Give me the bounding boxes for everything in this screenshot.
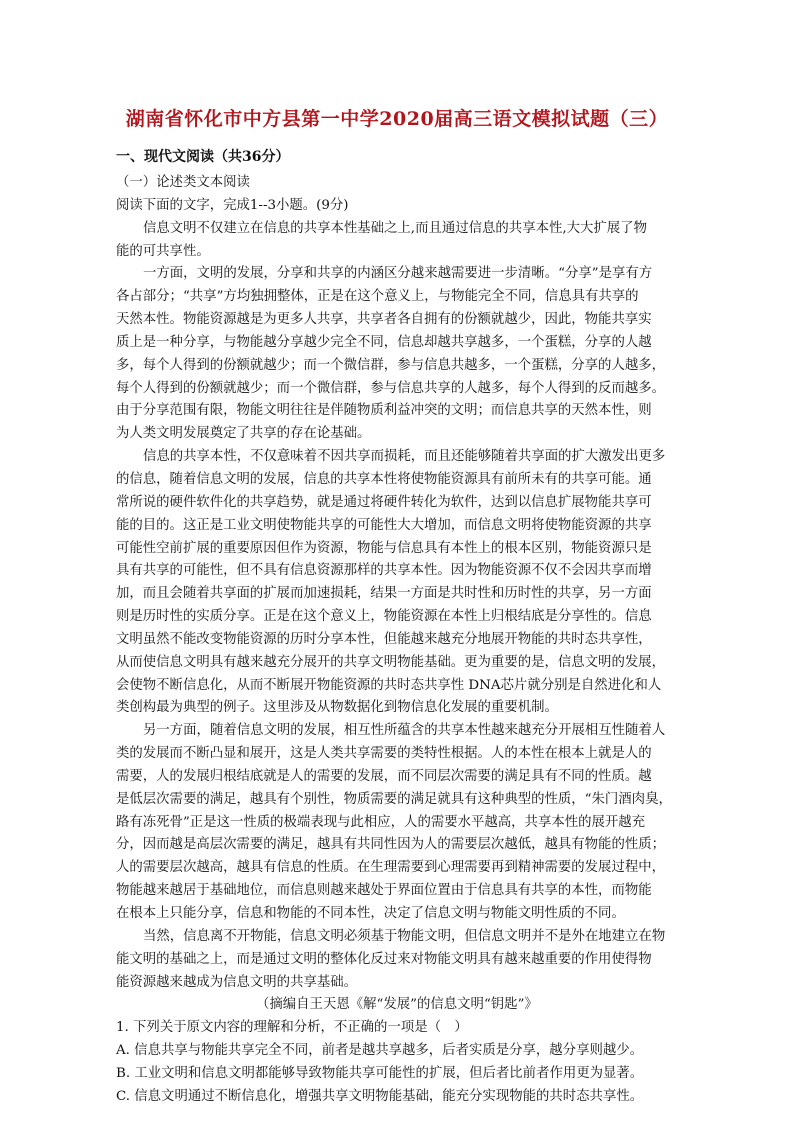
text-line: 加，而且会随着共享面的扩展而加速损耗，结果一方面是共时性和历时性的共享，另一方面	[116, 586, 652, 602]
text-line: 1. 下列关于原文内容的理解和分析，不正确的一项是（ ）	[116, 1020, 468, 1036]
text-line: C. 信息文明通过不断信息化，增强共享文明物能基础，能充分实现物能的共时态共享性。	[116, 1088, 644, 1104]
text-line: 的信息，随着信息文明的发展，信息的共享本性将使物能资源具有前所未有的共享可能。通	[116, 471, 652, 487]
text-line: 类创构最为典型的例子。这里涉及从物数据化到物信息化发展的重要机制。	[116, 700, 558, 716]
text-line: 会使物不断信息化，从而不断展开物能资源的共时态共享性 DNA芯片就分别是自然进化和人	[116, 677, 662, 693]
text-line: 一方面，文明的发展，分享和共享的内涵区分越来越需要进一步清晰。“分享”是享有方	[143, 266, 653, 282]
text-line: B. 工业文明和信息文明都能够导致物能共享可能性的扩展，但后者比前者作用更为显著。	[116, 1065, 644, 1081]
text-line: 可能性空前扩展的重要原因但作为资源，物能与信息具有本性上的根本区别，物能资源只是	[116, 540, 652, 556]
text-line: 物能越来越居于基础地位，而信息则越来越处于界面位置由于信息具有共享的本性，而物能	[116, 883, 652, 899]
text-line: 能文明的基础之上，而是通过文明的整体化反过来对物能文明具有越来越重要的作用使得物	[116, 951, 652, 967]
text-line: 质上是一种分享，与物能越分享越少完全不同，信息却越共享越多，一个蛋糕，分享的人越	[116, 334, 652, 350]
text-line: A. 信息共享与物能共享完全不同，前者是越共享越多，后者实质是分享，越分享则越少。	[116, 1043, 644, 1059]
text-line: 类的发展而不断凸显和展开，这是人类共享需要的类特性根据。人的本性在根本上就是人的	[116, 746, 652, 762]
text-line: 阅读下面的文字，完成1--3小题。(9分)	[116, 197, 349, 213]
text-line: 天然本性。物能资源越是为更多人共享，共享者各自拥有的份额就越少，因此，物能共享实	[116, 312, 652, 328]
text-line: 路有冻死骨”正是这一性质的极端表现与此相应，人的需要水平越高，共享本性的展开越充	[116, 814, 646, 830]
text-line: 能资源越来越成为信息文明的共享基础。	[116, 974, 358, 990]
text-line: 各占部分；“共享”方均独拥整体，正是在这个意义上，与物能完全不同，信息具有共享的	[116, 289, 639, 305]
text-line: 具有共享的可能性，但不具有信息资源那样的共享本性。因为物能资源不仅不会因共享而增	[116, 563, 652, 579]
text-line: 需要，人的发展归根结底就是人的需要的发展，而不同层次需要的满足具有不同的性质。越	[116, 768, 652, 784]
text-line: 常所说的硬件软件化的共享趋势，就是通过将硬件转化为软件，达到以信息扩展物能共享可	[116, 494, 652, 510]
document-title: 湖南省怀化市中方县第一中学2020届高三语文模拟试题（三）	[125, 108, 669, 130]
text-line: 每个人得到的份额就越少；而一个微信群，参与信息共享的人越多，每个人得到的反而越多。	[116, 380, 666, 396]
text-line: 由于分享范围有限，物能文明往往是伴随物质利益冲突的文明；而信息共享的天然本性，则	[116, 403, 652, 419]
text-line: 为人类文明发展奠定了共享的存在论基础。	[116, 426, 371, 442]
section-heading: 一、现代文阅读（共36分）	[116, 149, 290, 165]
text-line: 多，每个人得到的份额就越少；而一个微信群，参与信息共越多，一个蛋糕，分享的人越多，	[116, 357, 666, 373]
text-line: 则是历时性的实质分享。正是在这个意义上，物能资源在本性上归根结底是分享性的。信息	[116, 609, 652, 625]
text-line: 是低层次需要的满足，越具有个别性，物质需要的满足就具有这种典型的性质，“朱门酒肉臭，	[116, 791, 672, 807]
text-line: 信息文明不仅建立在信息的共享本性基础之上,而且通过信息的共享本性,大大扩展了物	[143, 220, 647, 236]
text-line: 能的目的。这正是工业文明使物能共享的可能性大大增加，而信息文明将使物能资源的共享	[116, 517, 652, 533]
text-line: 从而使信息文明具有越来越充分展开的共享文明物能基础。更为重要的是，信息文明的发展，	[116, 654, 666, 670]
text-line: 人的需要层次越高，越具有信息的性质。在生理需要到心理需要再到精神需要的发展过程中，	[116, 860, 666, 876]
text-line: 在根本上只能分享，信息和物能的不同本性，决定了信息文明与物能文明性质的不同。	[116, 906, 625, 921]
text-line: （一）论述类文本阅读	[116, 175, 250, 190]
document-body	[116, 172, 682, 1109]
text-line: 能的可共享性。	[116, 243, 210, 259]
text-line: 分，因而越是高层次需要的满足，越具有共同性因为人的需要层次越低，越具有物能的性质；	[116, 837, 666, 853]
text-line: 当然，信息离不开物能，信息文明必须基于物能文明，但信息文明并不是外在地建立在物	[143, 928, 666, 944]
text-line: 文明虽然不能改变物能资源的历时分享本性，但能越来越充分地展开物能的共时态共享性，	[116, 631, 652, 647]
text-line: 另一方面，随着信息文明的发展，相互性所蕴含的共享本性越来越充分开展相互性随着人	[143, 723, 666, 739]
source-citation: （摘编自王天恩《解“发展”的信息文明“钥匙”》	[256, 997, 538, 1013]
text-line: 信息的共享本性，不仅意味着不因共享而损耗，而且还能够随着共享面的扩大激发出更多	[143, 449, 666, 465]
